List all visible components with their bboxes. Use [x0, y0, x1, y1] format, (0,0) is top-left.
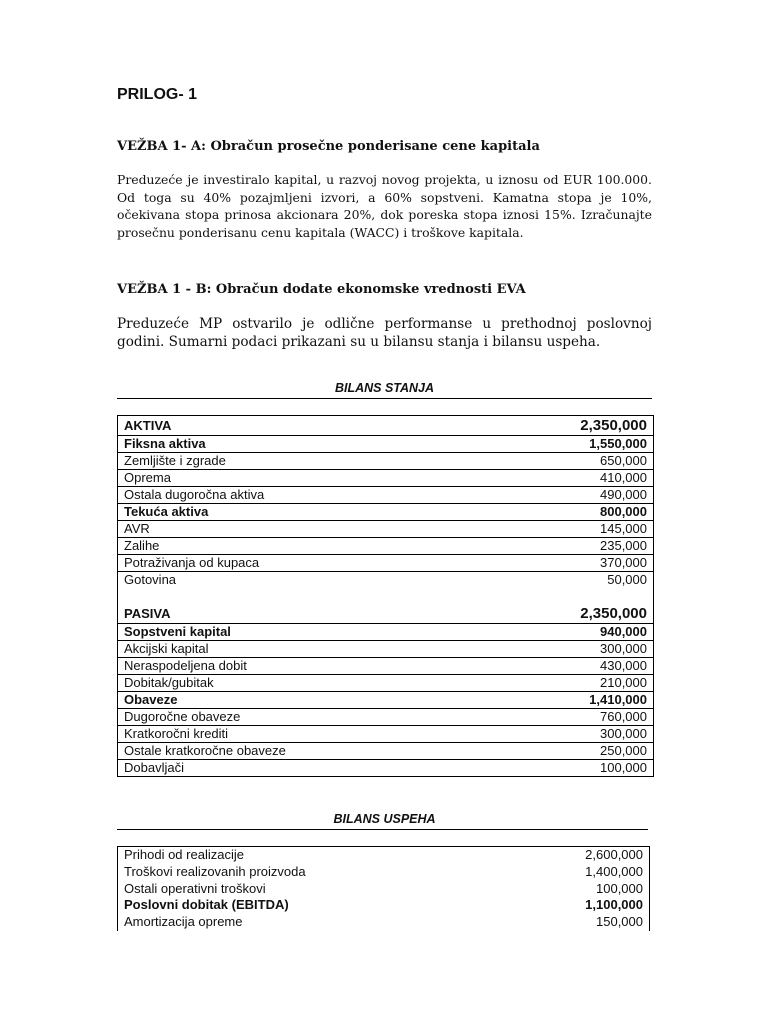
table-row — [118, 760, 654, 777]
table-row — [118, 487, 654, 504]
row-label: Akcijski kapital — [118, 641, 487, 658]
table-row — [118, 675, 654, 692]
row-label: Dobavljači — [118, 760, 487, 777]
row-value: 1,400,000 — [585, 863, 643, 879]
exercise-b-title: VEŽBA 1 - B: Obračun dodate ekonomske vrednosti EVA — [117, 282, 526, 297]
row-label: Fiksna aktiva — [118, 436, 487, 453]
exercise-a-title: VEŽBA 1- A: Obračun prosečne ponderisane cene kapitala — [117, 139, 540, 154]
table-row — [118, 658, 654, 675]
bilans-stanja-rule — [117, 398, 652, 399]
bilans-uspeha-table — [117, 846, 650, 931]
row-label: Gotovina — [124, 572, 177, 587]
row-value: 1,100,000 — [585, 897, 643, 913]
row-value: 940,000 — [486, 624, 653, 641]
row-label: Dobitak/gubitak — [118, 675, 487, 692]
row-value: 300,000 — [486, 641, 653, 658]
row-value: 1,550,000 — [486, 436, 653, 453]
row-value: 100,000 — [486, 760, 653, 777]
bilans-uspeha-rule — [117, 829, 648, 830]
row-label: Sopstveni kapital — [118, 624, 487, 641]
row-label: Tekuća aktiva — [118, 504, 487, 521]
exercise-a-text: Preduzeće je investiralo kapital, u razvoj novog projekta, u iznosu od EUR 100.000. Od toga su 40% pozajmljeni izvori, a 60% sopstveni. Kamatna stopa je 10%, očekivana stopa prinosa akcionara 20%, dok poreska stopa iznosi 15%. Izračunajte prosečnu ponderisanu cenu kapitala (WACC) i troškove kapitala. — [117, 172, 652, 240]
row-label: Troškovi realizovanih proizvoda — [124, 863, 306, 879]
row-value: 760,000 — [486, 709, 653, 726]
row-label: Poslovni dobitak (EBITDA) — [124, 897, 289, 913]
row-label: Amortizacija opreme — [124, 914, 243, 930]
row-label: Kratkoročni krediti — [118, 726, 487, 743]
table-row — [118, 416, 654, 436]
table-row — [118, 624, 654, 641]
table-row — [118, 604, 654, 624]
row-value: 235,000 — [486, 538, 653, 555]
table-row — [118, 538, 654, 555]
table-row — [118, 864, 650, 881]
row-value: 250,000 — [486, 743, 653, 760]
table-row — [118, 726, 654, 743]
row-value: 490,000 — [486, 487, 653, 504]
row-value: 145,000 — [486, 521, 653, 538]
table-row — [118, 436, 654, 453]
row-label: PASIVA — [118, 604, 487, 624]
row-value: 370,000 — [486, 555, 653, 572]
table-row — [118, 588, 654, 604]
row-value — [486, 588, 653, 604]
row-value: 410,000 — [486, 470, 653, 487]
table-row — [118, 470, 654, 487]
row-label: Prihodi od realizacije — [124, 847, 244, 862]
table-row — [118, 453, 654, 470]
row-label: Ostali operativni troškovi — [124, 880, 266, 896]
row-label — [118, 588, 487, 604]
row-value: 100,000 — [596, 880, 643, 896]
row-value: 2,350,000 — [486, 604, 653, 624]
bilans-stanja-title: BILANS STANJA — [334, 381, 435, 395]
row-label: Ostale kratkoročne obaveze — [118, 743, 487, 760]
exercise-b-text: Preduzeće MP ostvarilo je odlične performanse u prethodnoj poslovnoj godini. Sumarni podaci prikazani su u bilansu stanja i bilansu uspeha. — [117, 316, 652, 350]
row-label: Oprema — [118, 470, 487, 487]
row-label: Zalihe — [118, 538, 487, 555]
bilans-stanja-table — [117, 415, 654, 777]
row-value: 2,350,000 — [486, 416, 653, 436]
row-label: AKTIVA — [118, 416, 487, 436]
table-row — [118, 555, 654, 572]
row-label: Dugoročne obaveze — [118, 709, 487, 726]
table-row — [118, 572, 654, 589]
row-value: 150,000 — [596, 914, 643, 930]
table-row — [118, 881, 650, 898]
row-value: 50,000 — [607, 572, 647, 587]
row-label: Ostala dugoročna aktiva — [118, 487, 487, 504]
bilans-uspeha-title: BILANS USPEHA — [333, 812, 436, 826]
table-row — [118, 897, 650, 914]
row-label: Obaveze — [118, 692, 487, 709]
row-value: 210,000 — [486, 675, 653, 692]
row-value: 300,000 — [486, 726, 653, 743]
row-value: 430,000 — [486, 658, 653, 675]
table-row — [118, 743, 654, 760]
table-row — [118, 692, 654, 709]
row-value: 650,000 — [486, 453, 653, 470]
row-value: 1,410,000 — [486, 692, 653, 709]
row-label: Neraspodeljena dobit — [118, 658, 487, 675]
row-label: Potraživanja od kupaca — [118, 555, 487, 572]
table-row — [118, 914, 650, 931]
row-value: 800,000 — [486, 504, 653, 521]
page-heading: PRILOG- 1 — [117, 86, 198, 103]
table-row — [118, 847, 650, 864]
table-row — [118, 709, 654, 726]
table-row — [118, 641, 654, 658]
table-row — [118, 504, 654, 521]
row-label: AVR — [118, 521, 487, 538]
row-value: 2,600,000 — [585, 847, 643, 862]
table-row — [118, 521, 654, 538]
row-label: Zemljište i zgrade — [118, 453, 487, 470]
